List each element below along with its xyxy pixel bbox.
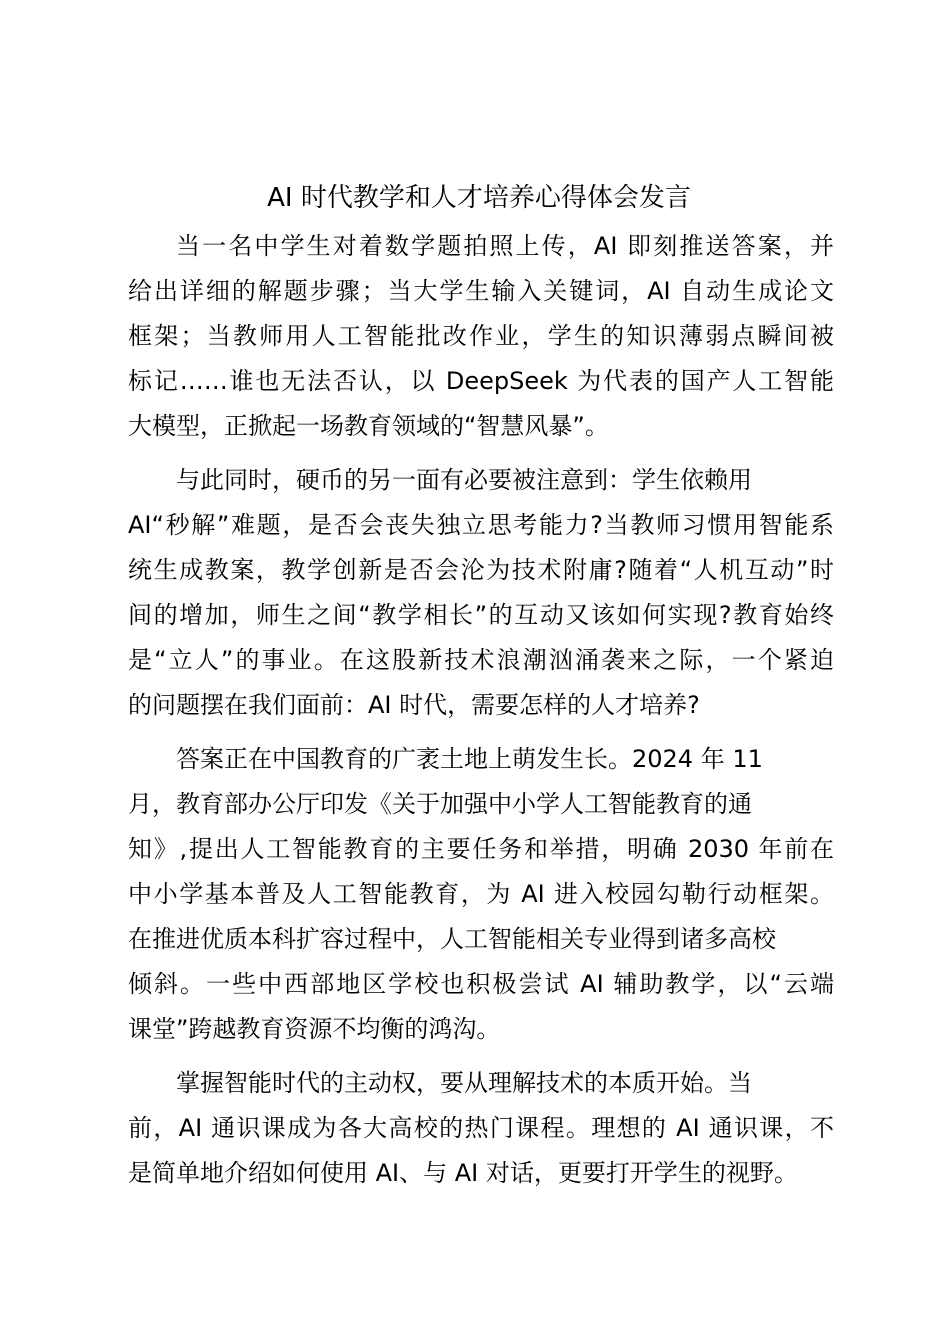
text-line: 课堂”跨越教育资源不均衡的鸿沟。 xyxy=(128,1015,501,1043)
text-line: AI“秒解”难题，是否会丧失独立思考能力?当教师习惯用智能系 xyxy=(128,511,834,539)
text-line: 当一名中学生对着数学题拍照上传，AI 即刻推送答案，并 xyxy=(176,232,834,260)
paragraph-2 xyxy=(128,458,834,728)
document-title: AI 时代教学和人才培养心得体会发言 xyxy=(267,183,691,213)
text-line: 是“立人”的事业。在这股新技术浪潮汹涌袭来之际，一个紧迫 xyxy=(128,646,834,674)
text-line: 答案正在中国教育的广袤土地上萌发生长。2024 年 11 xyxy=(176,745,763,773)
text-line: 的问题摆在我们面前：AI 时代，需要怎样的人才培养? xyxy=(128,691,700,719)
paragraph-4 xyxy=(128,1061,834,1196)
document-body xyxy=(128,224,834,1205)
text-line: 知》,提出人工智能教育的主要任务和举措，明确 2030 年前在 xyxy=(128,835,834,863)
text-line: 间的增加，师生之间“教学相长”的互动又该如何实现?教育始终 xyxy=(128,601,834,629)
text-line: 大模型，正掀起一场教育领域的“智慧风暴”。 xyxy=(128,412,609,440)
text-line: 与此同时，硬币的另一面有必要被注意到：学生依赖用 xyxy=(176,466,752,494)
text-line: 掌握智能时代的主动权，要从理解技术的本质开始。当 xyxy=(176,1069,752,1097)
paragraph-3 xyxy=(128,737,834,1052)
text-line: 统生成教案，教学创新是否会沦为技术附庸?随着“人机互动”时 xyxy=(128,556,834,584)
text-line: 标记……谁也无法否认，以 DeepSeek 为代表的国产人工智能 xyxy=(128,367,834,395)
text-line: 在推进优质本科扩容过程中，人工智能相关专业得到诸多高校 xyxy=(128,925,776,953)
text-line: 框架；当教师用人工智能批改作业，学生的知识薄弱点瞬间被 xyxy=(128,322,834,350)
text-line: 是简单地介绍如何使用 AI、与 AI 对话，更要打开学生的视野。 xyxy=(128,1159,798,1187)
text-line: 给出详细的解题步骤；当大学生输入关键词，AI 自动生成论文 xyxy=(128,277,834,305)
text-line: 倾斜。一些中西部地区学校也积极尝试 AI 辅助教学，以“云端 xyxy=(128,970,834,998)
text-line: 月，教育部办公厅印发《关于加强中小学人工智能教育的通 xyxy=(128,790,752,818)
paragraph-1 xyxy=(128,224,834,449)
text-line: 前，AI 通识课成为各大高校的热门课程。理想的 AI 通识课，不 xyxy=(128,1114,834,1142)
text-line: 中小学基本普及人工智能教育，为 AI 进入校园勾勒行动框架。 xyxy=(128,880,834,908)
